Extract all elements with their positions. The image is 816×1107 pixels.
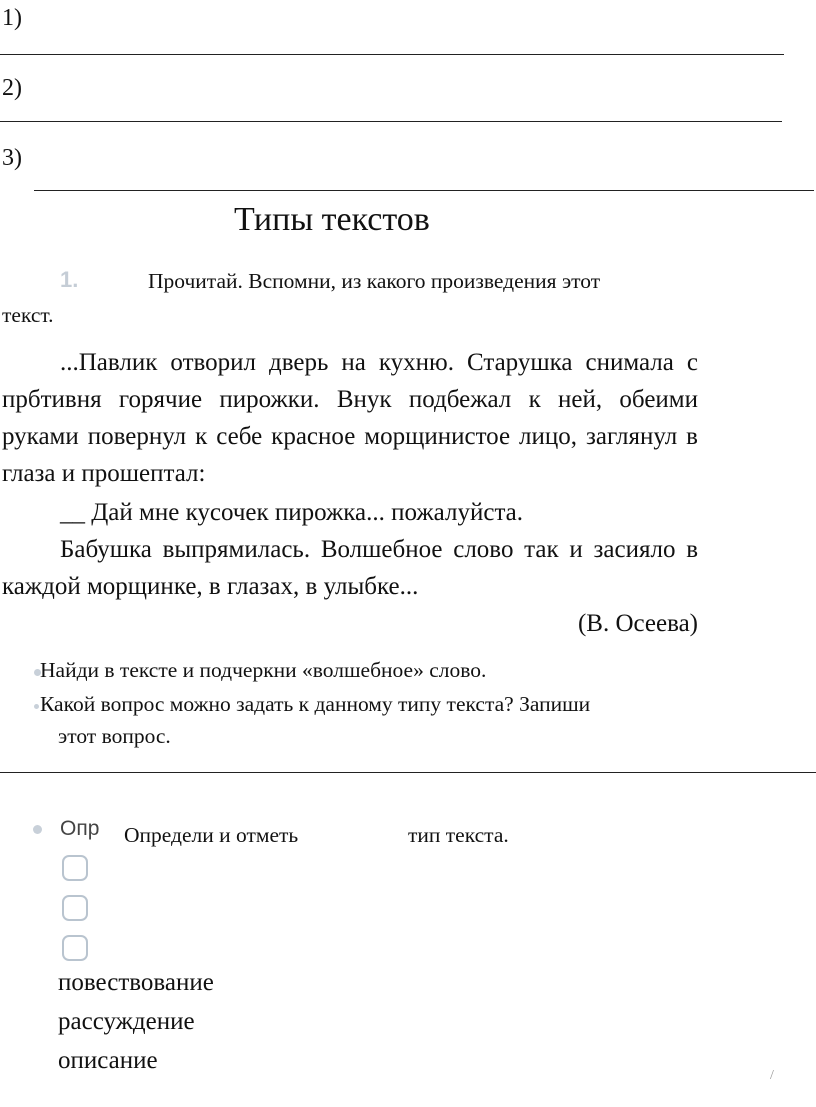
question-1: Найди в тексте и подчеркни «волшебное» слово.	[40, 658, 487, 682]
option-reasoning: рассуждение	[58, 1008, 195, 1035]
option-description: описание	[58, 1047, 158, 1074]
answer-line-label-1: 1)	[2, 5, 22, 31]
page-title: Типы текстов	[234, 201, 430, 238]
answer-line-label-3: 3)	[2, 145, 22, 171]
answer-line-1	[0, 54, 784, 55]
story-text	[2, 344, 698, 642]
answer-line-3	[34, 190, 814, 191]
option-checkbox-1[interactable]	[62, 855, 88, 881]
option-checkbox-3[interactable]	[62, 935, 88, 961]
option-checkbox-2[interactable]	[62, 895, 88, 921]
story-author: (В. Осеева)	[577, 610, 698, 637]
story-paragraph-1: ...Павлик отворил дверь на кухню. Старушка снимала с прбтивня горячие пирожки. Внук подбежал к ней, обеими руками повернул к себе красное морщинистое лицо, заглянул в глаза и прошептал:	[2, 349, 698, 487]
answer-line-label-2: 2)	[2, 75, 22, 101]
question-2-line2: этот вопрос.	[58, 724, 171, 748]
task-number: 1.	[60, 267, 79, 292]
option-narration: повествование	[58, 969, 214, 996]
clipped-word: Опр	[60, 817, 100, 840]
story-paragraph-2: __ Дай мне кусочек пирожка... пожалуйста.	[60, 499, 524, 526]
answer-line-2	[0, 121, 782, 122]
question-2-line1: Какой вопрос можно задать к данному типу текста? Запиши	[40, 692, 591, 716]
text-type-label-part2: тип текста.	[408, 823, 509, 847]
answer-line-question	[0, 772, 816, 773]
story-paragraph-3: Бабушка выпрямилась. Волшебное слово так и засияло в каждой морщинке, в глазах, в улыбке...	[2, 536, 698, 600]
text-type-label-part1: Определи и отметь	[124, 823, 299, 847]
bullet-icon	[33, 825, 42, 834]
bullet-icon	[34, 704, 39, 709]
corner-mark: /	[770, 1068, 774, 1083]
task-instruction-line1: Прочитай. Вспомни, из какого произведения этот	[148, 269, 601, 293]
task-instruction-line2: текст.	[2, 303, 54, 327]
